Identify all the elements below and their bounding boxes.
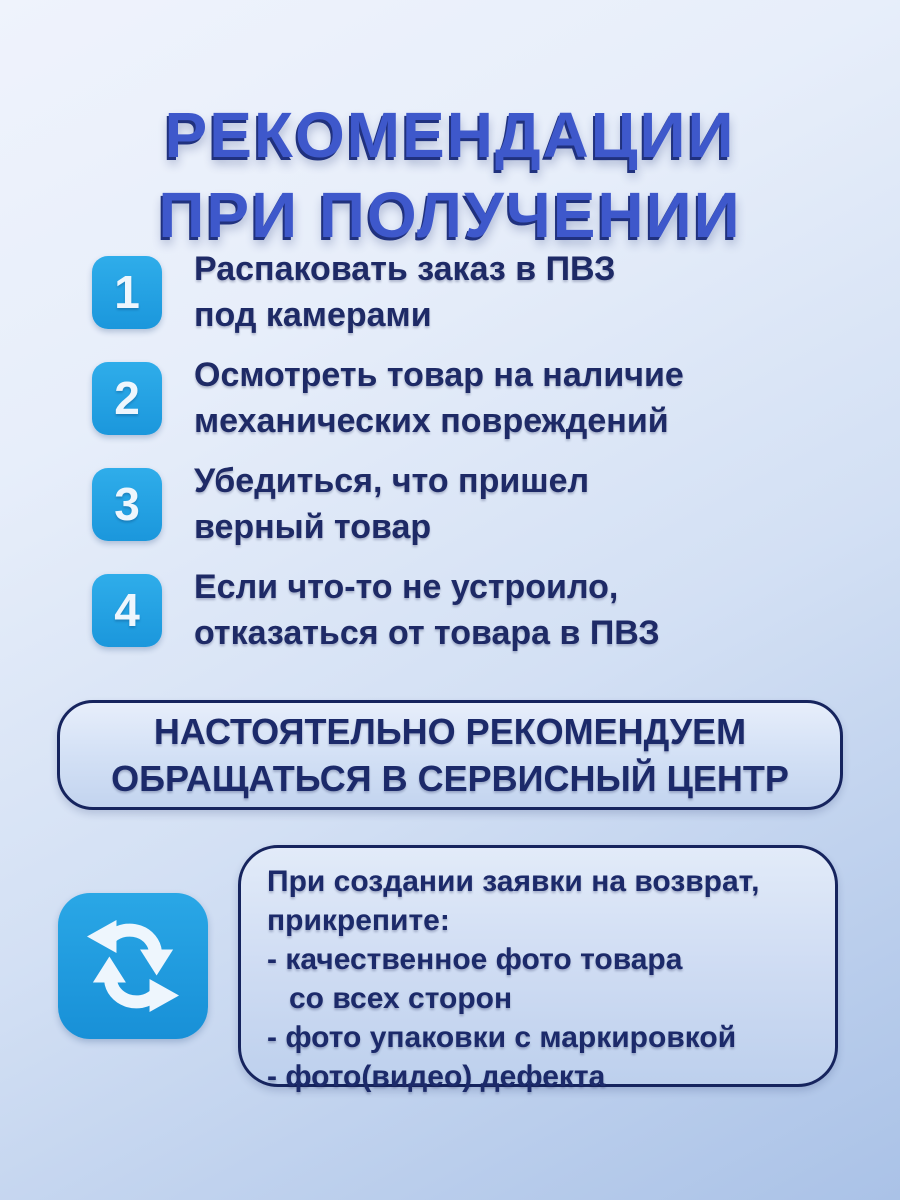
page-title <box>0 95 900 255</box>
list-item-2 <box>92 352 852 444</box>
step-2-line-1: Осмотреть товар на наличие <box>194 356 684 394</box>
step-2-text <box>194 352 684 444</box>
service-center-banner-line-1: НАСТОЯТЕЛЬНО РЕКОМЕНДУЕМ <box>153 711 747 752</box>
step-3-line-2: верный товар <box>194 508 432 546</box>
return-line-2: прикрепите: <box>267 904 450 937</box>
step-1-number-badge: 1 <box>92 256 162 329</box>
exchange-arrows-icon <box>74 907 192 1025</box>
step-1-line-1: Распаковать заказ в ПВЗ <box>194 250 616 288</box>
return-line-4: со всех сторон <box>289 982 513 1015</box>
list-item-4 <box>92 564 852 656</box>
step-4-line-1: Если что-то не устроило, <box>194 568 619 606</box>
return-line-1: При создании заявки на возврат, <box>267 865 760 898</box>
service-center-banner-line-2: ОБРАЩАТЬСЯ В СЕРВИСНЫЙ ЦЕНТР <box>111 758 789 799</box>
step-4-text <box>194 564 660 656</box>
step-4-line-2: отказаться от товара в ПВЗ <box>194 614 660 652</box>
step-3-line-1: Убедиться, что пришел <box>194 462 590 500</box>
step-1-line-2: под камерами <box>194 296 432 334</box>
step-3-text <box>194 458 589 550</box>
steps-list <box>92 246 852 670</box>
list-item-1 <box>92 246 852 338</box>
service-center-banner <box>57 700 843 810</box>
step-1-text <box>194 246 615 338</box>
step-2-number-badge: 2 <box>92 362 162 435</box>
page-title-line-2: ПРИ ПОЛУЧЕНИИ <box>158 178 742 251</box>
return-line-6: - фото(видео) дефекта <box>267 1060 606 1093</box>
step-3-number-badge: 3 <box>92 468 162 541</box>
page-title-line-1: РЕКОМЕНДАЦИИ <box>164 98 736 171</box>
return-instructions-box <box>238 845 838 1093</box>
exchange-icon <box>58 893 208 1039</box>
step-4-number-badge: 4 <box>92 574 162 647</box>
return-line-3: - качественное фото товара <box>267 943 683 976</box>
step-2-line-2: механических повреждений <box>194 402 669 440</box>
return-line-5: - фото упаковки с маркировкой <box>267 1021 737 1054</box>
list-item-3 <box>92 458 852 550</box>
